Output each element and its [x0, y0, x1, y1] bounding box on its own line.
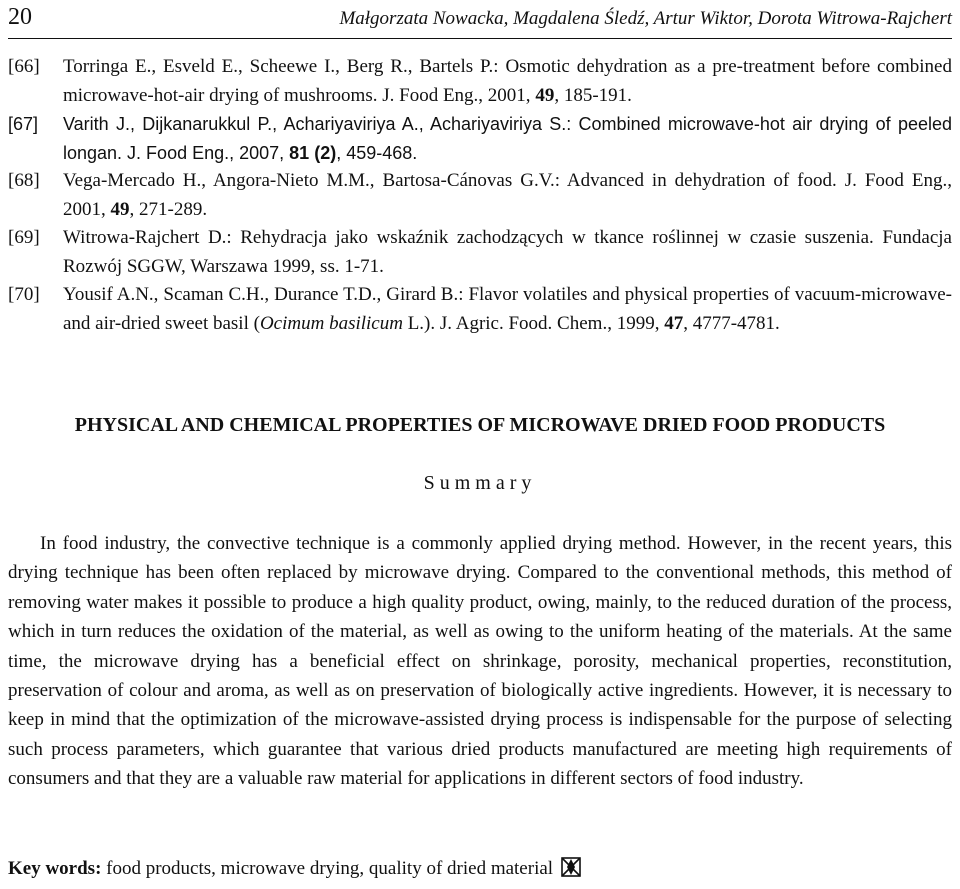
reference-text: Yousif A.N., Scaman C.H., Durance T.D., Girard B.: Flavor volatiles and physical properties of vacuum-microwave- and air-dried sweet basil (	[63, 284, 952, 334]
reference-text: Witrowa-Rajchert D.: Rehydracja jako wskaźnik zachodzących w tkance roślinnej w czasie suszenia. Fundacja Rozwój SGGW, Warszawa 1999, ss. 1-71.	[63, 227, 952, 277]
reference-list	[8, 53, 952, 338]
reference-text: Vega-Mercado H., Angora-Nieto M.M., Bartosa-Cánovas G.V.: Advanced in dehydration of food. J. Food Eng., 2001,	[63, 170, 952, 220]
reference-item	[8, 110, 952, 167]
end-of-article-mark-icon	[561, 857, 581, 877]
running-header	[8, 4, 952, 34]
running-head-authors: Małgorzata Nowacka, Magdalena Śledź, Artur Wiktor, Dorota Witrowa-Rajchert	[339, 8, 952, 29]
keywords-label: Key words:	[8, 858, 102, 879]
reference-text: Torringa E., Esveld E., Scheewe I., Berg R., Bartels P.: Osmotic dehydration as a pre-treatment before combined microwave-hot-air drying of mushrooms. J. Food Eng., 2001,	[63, 56, 952, 106]
reference-pages: , 185-191.	[554, 84, 632, 106]
reference-volume: 49	[535, 84, 555, 106]
article-title: PHYSICAL AND CHEMICAL PROPERTIES OF MICROWAVE DRIED FOOD PRODUCTS	[74, 414, 886, 436]
reference-pages: , 4777-4781.	[683, 312, 780, 334]
reference-number: [66]	[8, 56, 40, 77]
reference-text-cont: L.). J. Agric. Food. Chem., 1999,	[402, 312, 665, 334]
keywords-line	[8, 857, 581, 880]
reference-number: [68]	[8, 170, 40, 191]
page-number: 20	[8, 4, 32, 30]
reference-item	[8, 167, 952, 224]
summary-body	[8, 529, 952, 794]
reference-species-name: Ocimum basilicum	[259, 312, 403, 334]
reference-volume: 81 (2)	[289, 142, 337, 163]
reference-item	[8, 53, 952, 110]
summary-heading: Summary	[423, 472, 537, 494]
reference-pages: , 271-289.	[129, 198, 208, 220]
reference-text: Varith J., Dijkanarukkul P., Achariyaviriya A., Achariyaviriya S.: Combined microwave-hot air drying of peeled longan. J. Food Eng., 2007,	[63, 114, 952, 163]
reference-item	[8, 281, 952, 338]
reference-number: [70]	[8, 284, 40, 305]
summary-paragraph: In food industry, the convective technique is a commonly applied drying method. However, in the recent years, this drying technique has been often replaced by microwave drying. Compared to the conventional methods, this method of removing water makes it possible to produce a high quality product, owing, mainly, to the reduced duration of the process, which in turn reduces the oxidation of the material, as well as owing to the uniform heating of the materials. At the same time, the microwave drying has a beneficial effect on shrinkage, porosity, mechanical properties, reconstitution, preservation of colour and aroma, as well as on preservation of biologically active ingredients. However, it is necessary to keep in mind that the optimization of the microwave-assisted drying process is indispensable for the purpose of selecting such process parameters, which guarantee that various dried products manufactured are meeting high requirements of consumers and that they are a valuable raw material for applications in different sectors of food industry.	[8, 533, 952, 790]
keywords-text: food products, microwave drying, quality of dried material	[101, 858, 554, 879]
reference-pages: , 459-468.	[336, 142, 418, 163]
reference-number: [69]	[8, 227, 40, 248]
header-divider	[8, 38, 952, 39]
reference-item	[8, 224, 952, 281]
reference-volume: 49	[110, 198, 130, 220]
reference-number: [67]	[8, 114, 39, 134]
reference-volume: 47	[664, 312, 684, 334]
